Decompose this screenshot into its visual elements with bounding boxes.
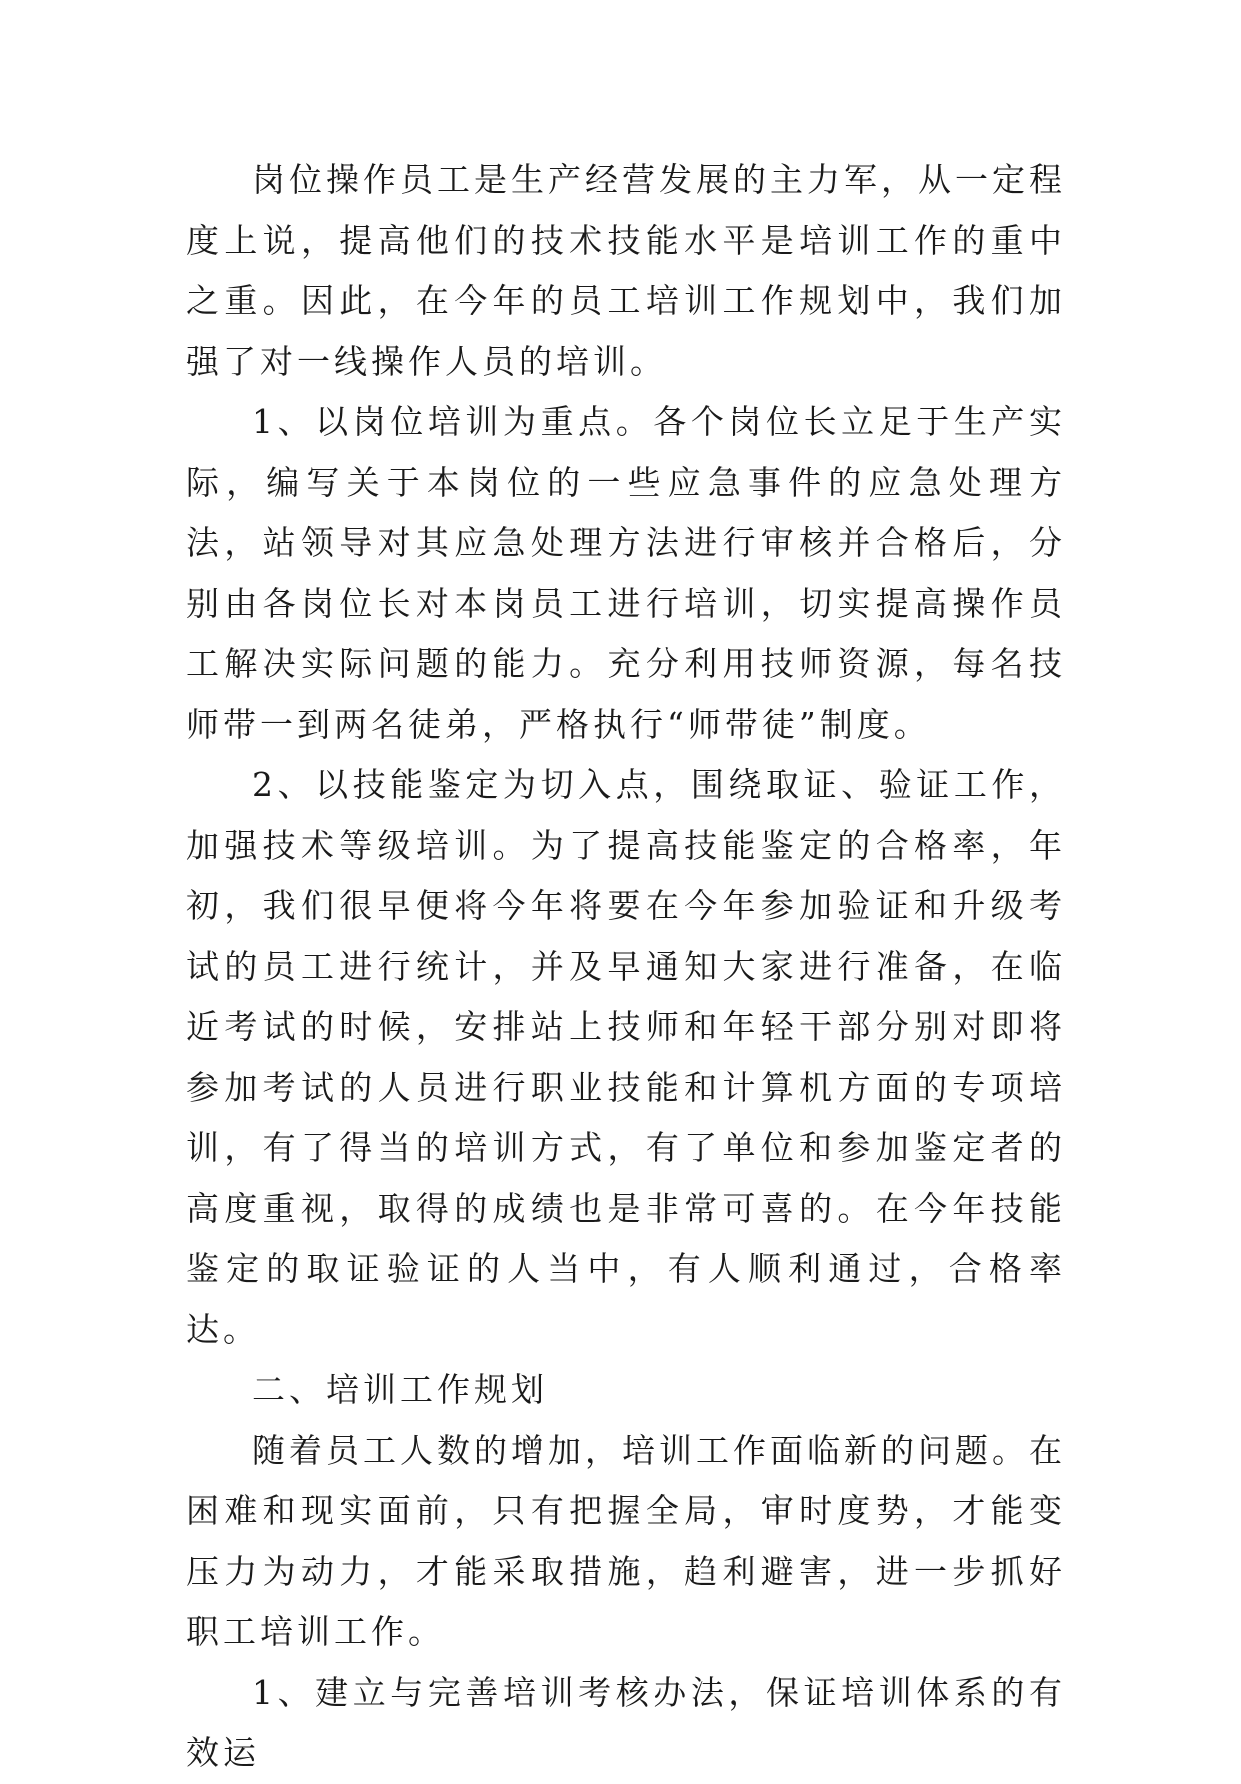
paragraph-item-1: 1、以岗位培训为重点。各个岗位长立足于生产实际，编写关于本岗位的一些应急事件的应急处理方法，站领导对其应急处理方法进行审核并合格后，分别由各岗位长对本岗员工进行培训，切实提高操作员工解决实际问题的能力。充分利用技师资源，每名技师带一到两名徒弟，严格执行“师带徒”制度。 <box>186 402 1066 744</box>
section-heading: 二、培训工作规划 <box>252 1370 548 1409</box>
paragraph-section-item-1: 1、建立与完善培训考核办法，保证培训体系的有效运 <box>186 1672 1066 1772</box>
paragraph-intro: 岗位操作员工是生产经营发展的主力军，从一定程度上说，提高他们的技术技能水平是培训工作的重中之重。因此，在今年的员工培训工作规划中，我们加强了对一线操作人员的培训。 <box>186 160 1066 381</box>
paragraph-item-2: 2、以技能鉴定为切入点，围绕取证、验证工作，加强技术等级培训。为了提高技能鉴定的合格率，年初，我们很早便将今年将要在今年参加验证和升级考试的员工进行统计，并及早通知大家进行准备，在临近考试的时候，安排站上技师和年轻干部分别对即将参加考试的人员进行职业技能和计算机方面的专项培训，有了得当的培训方式，有了单位和参加鉴定者的高度重视，取得的成绩也是非常可喜的。在今年技能鉴定的取证验证的人当中，有人顺利通过，合格率达。 <box>186 765 1066 1349</box>
document-body <box>186 150 1066 1784</box>
paragraph-section-intro: 随着员工人数的增加，培训工作面临新的问题。在困难和现实面前，只有把握全局，审时度势，才能变压力为动力，才能采取措施，趋利避害，进一步抓好职工培训工作。 <box>186 1430 1066 1651</box>
